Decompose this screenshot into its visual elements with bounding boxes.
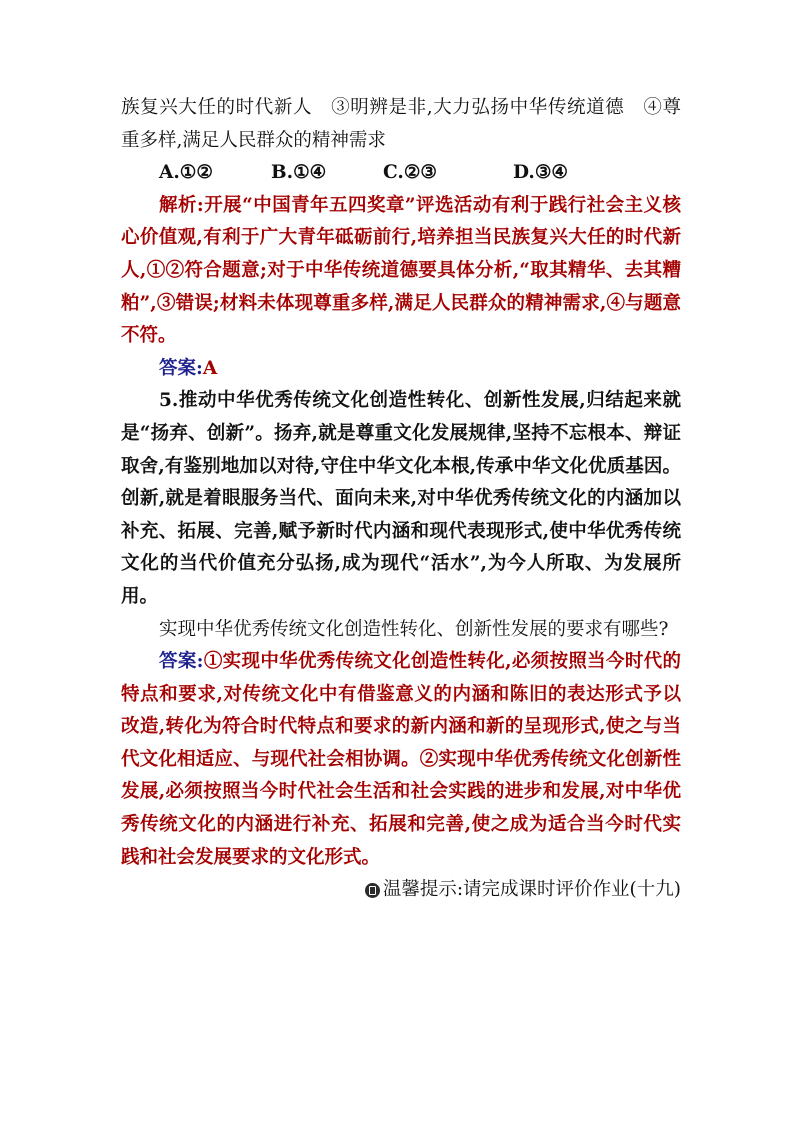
question-5-question — [121, 614, 681, 647]
question-4-answer — [121, 353, 681, 386]
question-4-analysis — [121, 190, 681, 353]
choice-b: B.①④ — [271, 162, 327, 184]
choice-c: C.②③ — [383, 162, 438, 184]
answer-5-text: ①实现中华优秀传统文化创造性转化,必须按照当今时代的特点和要求,对传统文化中有借鉴意义的内涵和陈旧的表达形式予以改造,转化为符合时代特点和要求的新内涵和新的呈现形式,使之与当代文化相适应、与现代社会相协调。②实现中华优秀传统文化创新性发展,必须按照当今时代社会生活和社会实践的进步和发展,对中华优秀传统文化的内涵进行补充、拓展和完善,使之成为适合当今时代实践和社会发展要求的文化形式。 — [121, 651, 681, 868]
question-4-choices — [121, 157, 681, 190]
question-5-question-text: 实现中华优秀传统文化创造性转化、创新性发展的要求有哪些? — [159, 618, 669, 640]
choice-a: A.①② — [159, 162, 213, 184]
question-5-stem — [121, 385, 681, 613]
answer-label: 答案: — [159, 357, 203, 379]
answer-value: A — [202, 357, 218, 379]
question-4-options-text: 族复兴大任的时代新人 ③明辨是非,大力弘扬中华传统道德 ④尊重多样,满足人民群众的精神需求 — [121, 97, 681, 151]
question-5-stem-text: 5.推动中华优秀传统文化创造性转化、创新性发展,归结起来就是“扬弃、创新”。扬弃,就是尊重文化发展规律,坚持不忘根本、辩证取舍,有鉴别地加以对待,守住中华文化本根,传承中华文化优质基因。创新,就是着眼服务当代、面向未来,对中华优秀传统文化的内涵加以补充、拓展、完善,赋予新时代内涵和现代表现形式,使中华优秀传统文化的当代价值充分弘扬,成为现代“活水”,为今人所取、为发展所用。 — [121, 390, 681, 607]
answer-5-label: 答案: — [159, 651, 204, 673]
homework-reminder — [121, 874, 681, 907]
homework-reminder-text: 温馨提示:请完成课时评价作业(十九) — [382, 879, 681, 901]
question-5-answer — [121, 646, 681, 874]
question-4-continuation — [121, 92, 681, 157]
choice-d: D.③④ — [513, 162, 568, 184]
analysis-label: 解析: — [159, 194, 204, 216]
bookmark-circle-icon — [365, 883, 380, 898]
document-page — [121, 92, 681, 907]
analysis-text: 开展“中国青年五四奖章”评选活动有利于践行社会主义核心价值观,有利于广大青年砥砺前行,培养担当民族复兴大任的时代新人,①②符合题意;对于中华传统道德要具体分析,“取其精华、去其糟粕”,③错误;材料未体现尊重多样,满足人民群众的精神需求,④与题意不符。 — [121, 194, 681, 347]
